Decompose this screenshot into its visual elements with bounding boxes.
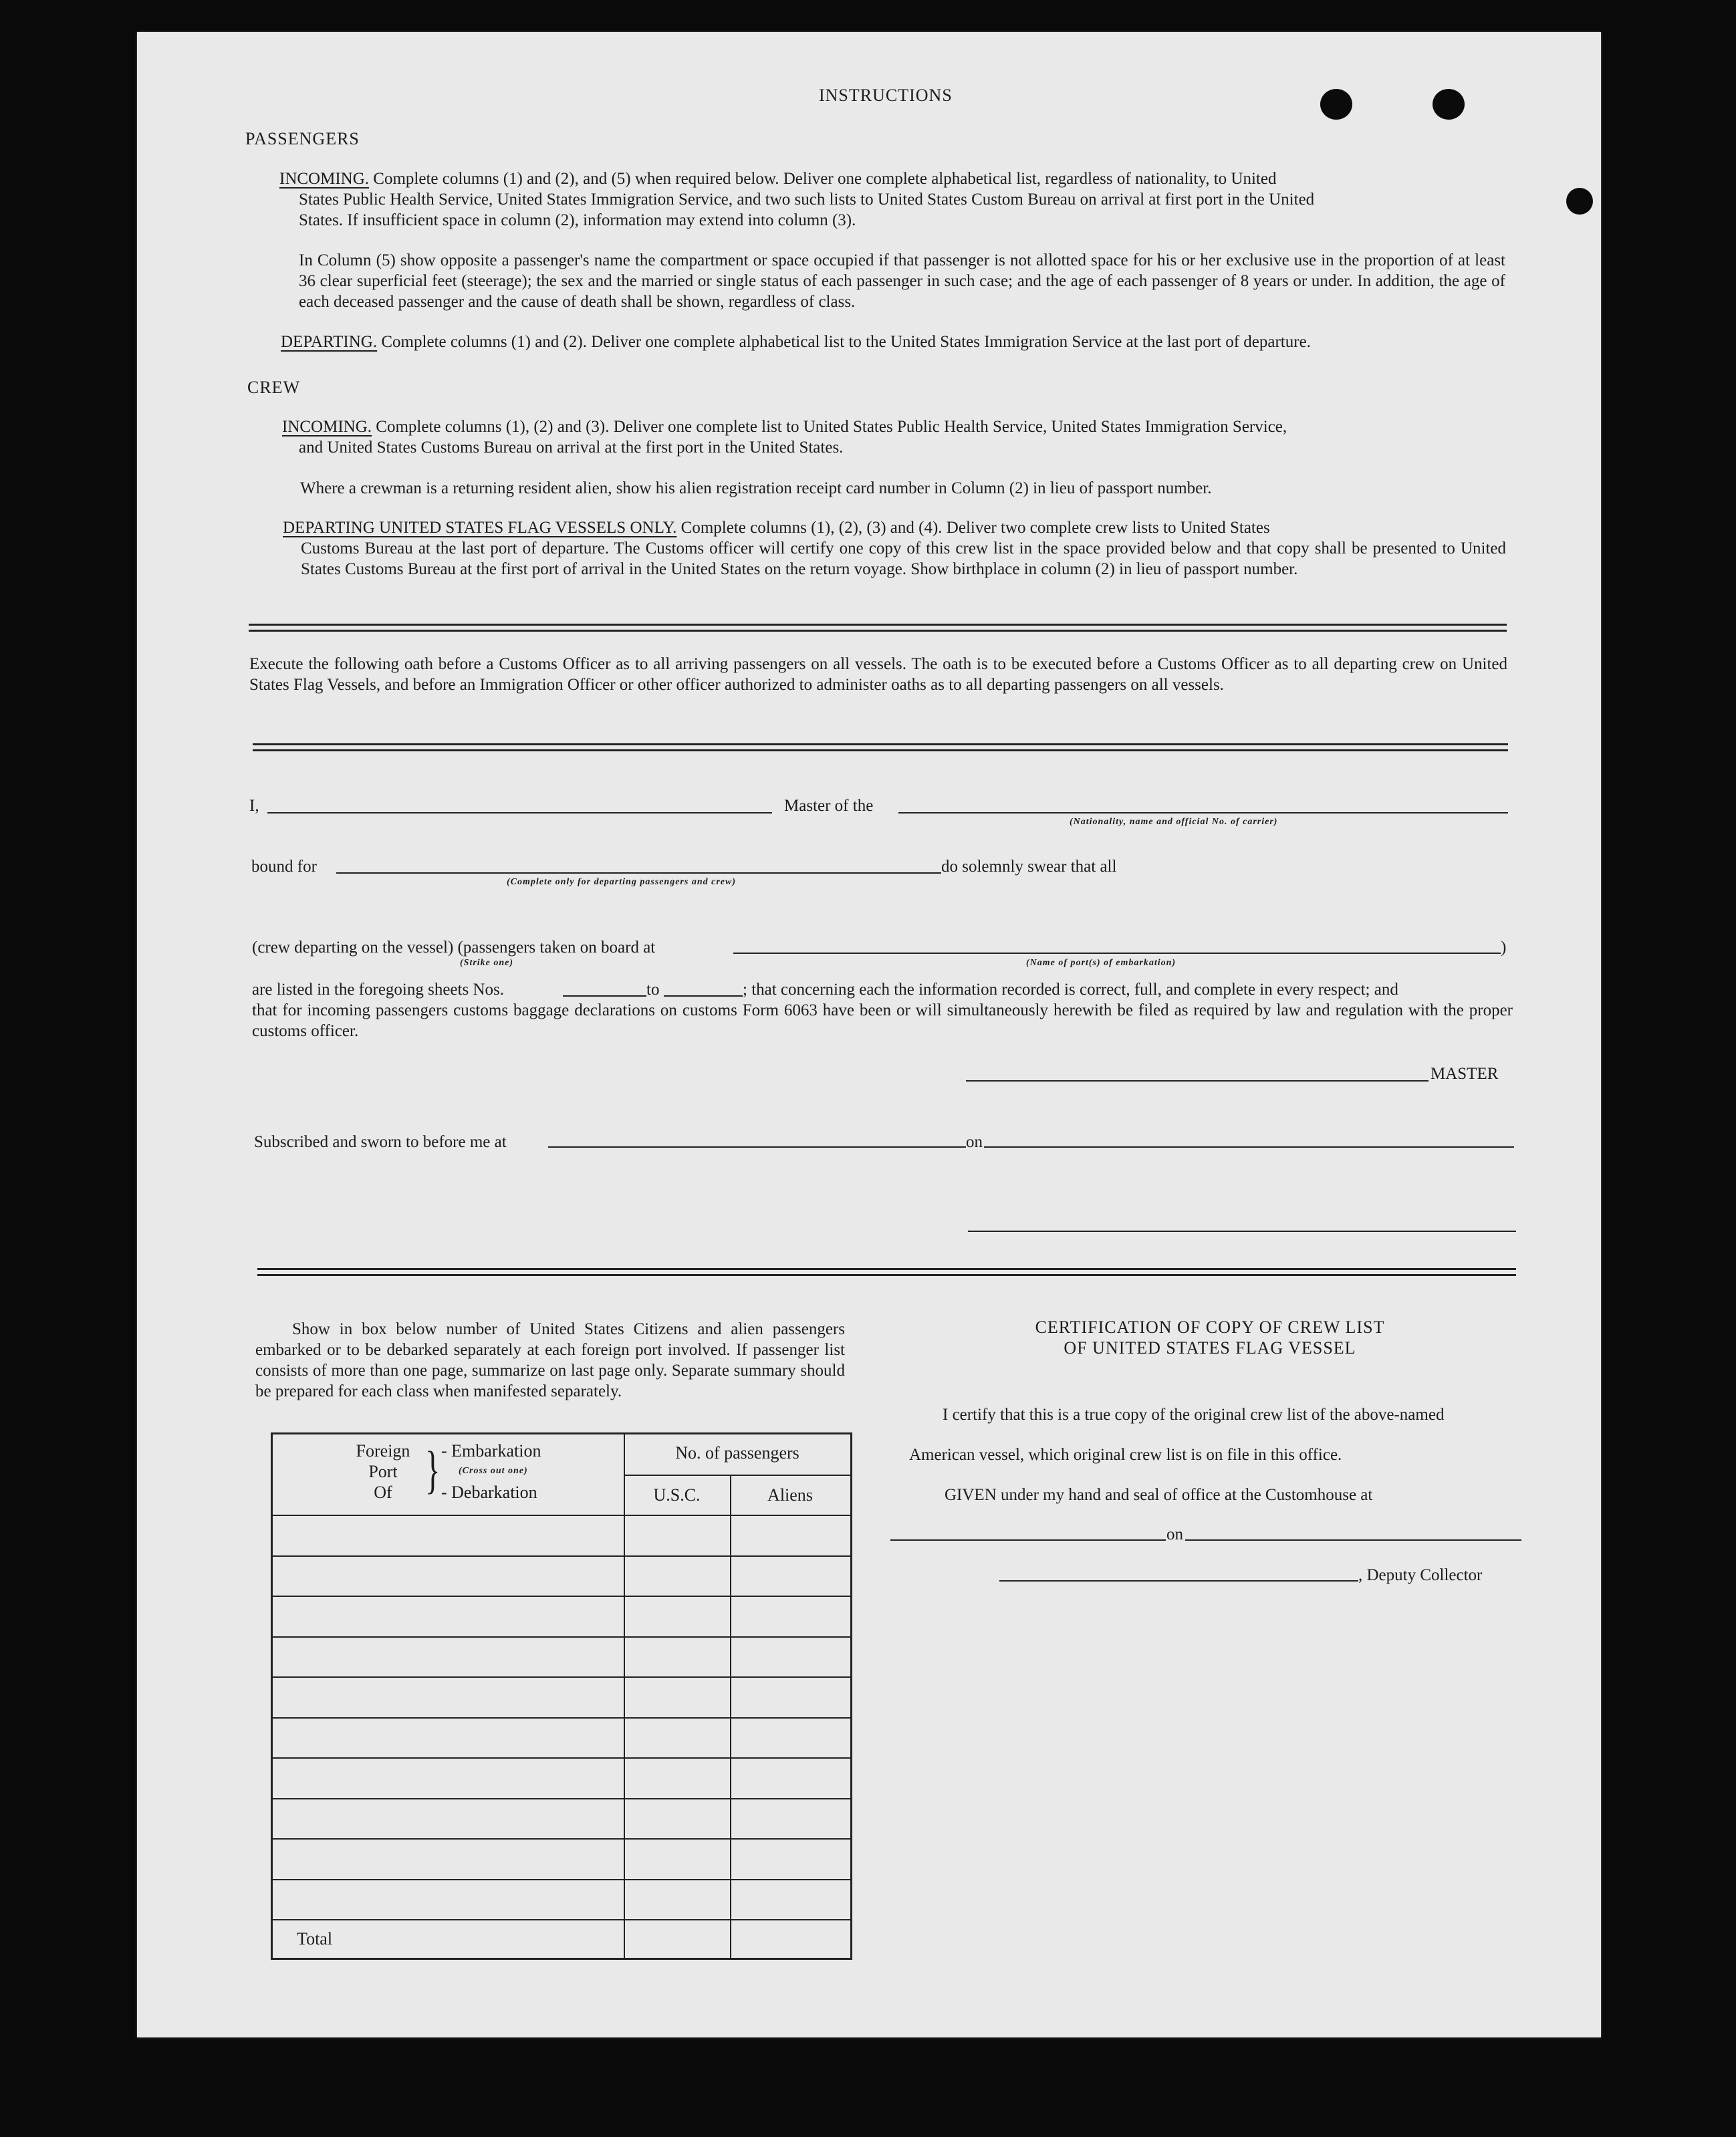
passengers-departing xyxy=(281,332,1507,352)
subscribed-label: Subscribed and sworn to before me at xyxy=(254,1133,507,1151)
table-row-divider xyxy=(273,1636,850,1638)
bound-caption: (Complete only for departing passengers and crew) xyxy=(507,877,736,887)
bound-for-line[interactable] xyxy=(336,872,941,874)
to-label: to xyxy=(646,981,660,999)
oath-i-label: I, xyxy=(249,797,259,815)
crew-passengers-label: (crew departing on the vessel) (passengers taken on board at xyxy=(252,938,656,957)
section-divider xyxy=(257,1268,1516,1276)
usc-header: U.S.C. xyxy=(653,1485,701,1505)
embarkation-port-line[interactable] xyxy=(733,953,1501,954)
deputy-collector-label: , Deputy Collector xyxy=(1358,1566,1483,1584)
table-row-divider xyxy=(273,1757,850,1759)
subscribed-place-line[interactable] xyxy=(548,1146,966,1148)
carrier-caption: (Nationality, name and official No. of carrier) xyxy=(1070,817,1278,827)
sheet-to-line[interactable] xyxy=(664,995,743,997)
crew-heading: CREW xyxy=(247,378,301,397)
table-row-divider xyxy=(273,1676,850,1678)
master-signature-line[interactable] xyxy=(966,1080,1429,1082)
table-row-divider xyxy=(273,1919,850,1920)
deputy-collector-line[interactable] xyxy=(999,1580,1358,1582)
certification-line-2: American vessel, which original crew list is on file in this office. xyxy=(909,1446,1342,1464)
crew-resident-paragraph: Where a crewman is a returning resident alien, show his alien registration receipt card number in Column (2) in lieu of passport number. xyxy=(300,479,1212,497)
column5-paragraph: In Column (5) show opposite a passenger's name the compartment or space occupied if that passenger is not allotted space for his or her exclusive use in the proportion of at least 36 clear superficial feet (steerage); the sex and the married or single status of each passenger in such case; and the age of each passenger of 8 years or under. In addition, the age of each deceased passenger and the cause of death shall be shown, regardless of class. xyxy=(299,251,1505,311)
punch-hole xyxy=(1320,89,1352,120)
listed-text-rest: ; that concerning each the information recorded is correct, full, and complete in every respect; and xyxy=(743,981,1398,999)
listed-text-2: that for incoming passengers customs baggage declarations on customs Form 6063 have been or will simultaneously herewith be filed as required by law and regulation with the proper customs officer. xyxy=(252,1001,1513,1040)
crew-incoming-line-2: and United States Customs Bureau on arrival at the first port in the United States. xyxy=(299,438,844,457)
passenger-summary-table xyxy=(271,1432,852,1960)
crew-departing-text: Complete columns (1), (2), (3) and (4). Deliver two complete crew lists to United States xyxy=(680,519,1270,537)
subscribed-date-line[interactable] xyxy=(984,1146,1514,1148)
passengers-incoming-label: INCOMING. xyxy=(279,170,370,188)
table-row-divider xyxy=(273,1515,850,1516)
punch-hole xyxy=(1566,188,1593,215)
master-of-label: Master of the xyxy=(784,797,874,815)
crew-incoming-text: Complete columns (1), (2) and (3). Deliver one complete list to United States Public Health Service, United States Immigration Service, xyxy=(376,418,1287,436)
certification-date-line[interactable] xyxy=(1185,1539,1521,1541)
swear-label: do solemnly swear that all xyxy=(941,858,1117,876)
carrier-line[interactable] xyxy=(898,812,1508,813)
of-label: Of xyxy=(374,1483,392,1502)
subscribed-on-label: on xyxy=(966,1133,983,1151)
crew-departing-line-1 xyxy=(283,517,1506,538)
bound-for-label: bound for xyxy=(251,858,317,876)
certification-title-1: CERTIFICATION OF COPY OF CREW LIST xyxy=(1035,1317,1385,1337)
table-row-divider xyxy=(624,1475,850,1476)
cross-out-caption: (Cross out one) xyxy=(459,1466,528,1476)
table-row-divider xyxy=(273,1596,850,1597)
master-name-line[interactable] xyxy=(267,812,772,813)
master-label: MASTER xyxy=(1431,1065,1499,1083)
crew-incoming-line-1 xyxy=(282,416,1507,437)
port-caption: (Name of port(s) of embarkation) xyxy=(1026,958,1176,968)
officer-signature-line[interactable] xyxy=(968,1231,1516,1232)
embarkation-label: - Embarkation xyxy=(441,1441,541,1461)
table-row-divider xyxy=(273,1798,850,1799)
crew-departing-line-2: Customs Bureau at the last port of departure. The Customs officer will certify one copy of this crew list in the space provided below and that copy shall be presented to United States Customs Bureau at the first port of arrival in the United States on the return voyage. Show birthplace in column (2) in lieu of passport number. xyxy=(301,539,1506,578)
certification-on-label: on xyxy=(1166,1525,1183,1543)
aliens-header: Aliens xyxy=(767,1485,813,1505)
passengers-incoming-line-3: States. If insufficient space in column (2), information may extend into column (3). xyxy=(299,211,856,229)
certification-line-3: GIVEN under my hand and seal of office at the Customhouse at xyxy=(945,1486,1373,1504)
listed-label: are listed in the foregoing sheets Nos. xyxy=(252,981,504,999)
section-divider xyxy=(249,624,1507,632)
strike-caption: (Strike one) xyxy=(460,958,514,968)
certification-line-1: I certify that this is a true copy of the original crew list of the above-named xyxy=(943,1406,1445,1424)
total-label: Total xyxy=(297,1929,333,1949)
passengers-departing-text: Complete columns (1) and (2). Deliver one complete alphabetical list to the United States Immigration Service at the last port of departure. xyxy=(381,333,1311,351)
certification-title-2: OF UNITED STATES FLAG VESSEL xyxy=(1064,1338,1356,1358)
table-row-divider xyxy=(273,1555,850,1557)
debarkation-label: - Debarkation xyxy=(441,1483,537,1502)
port-label: Port xyxy=(368,1462,398,1481)
summary-instructions: Show in box below number of United States Citizens and alien passengers embarked or to be debarked separately at each foreign port involved. If passenger list consists of more than one page, summarize on last page only. Separate summary should be prepared for each class when manifested separately. xyxy=(255,1320,845,1400)
crew-departing-label: DEPARTING UNITED STATES FLAG VESSELS ONLY. xyxy=(283,519,677,537)
brace-icon: } xyxy=(425,1440,441,1499)
close-paren: ) xyxy=(1501,938,1507,957)
passengers-incoming-text: Complete columns (1) and (2), and (5) when required below. Deliver one complete alphabetical list, regardless of nationality, to United xyxy=(373,170,1277,188)
passengers-header: No. of passengers xyxy=(675,1443,799,1463)
customhouse-line[interactable] xyxy=(890,1539,1166,1541)
passengers-departing-label: DEPARTING. xyxy=(281,333,378,351)
table-row-divider xyxy=(273,1879,850,1880)
section-divider xyxy=(253,743,1508,751)
page-title: INSTRUCTIONS xyxy=(819,86,953,105)
passengers-incoming-line-2: States Public Health Service, United States Immigration Service, and two such lists to United States Custom Bureau on arrival at first port in the United xyxy=(299,191,1315,209)
foreign-label: Foreign xyxy=(356,1441,410,1461)
table-row-divider xyxy=(273,1838,850,1840)
crew-incoming-label: INCOMING. xyxy=(282,418,372,436)
passengers-incoming-line-1 xyxy=(279,168,1503,189)
punch-hole xyxy=(1433,89,1465,120)
table-row-divider xyxy=(273,1717,850,1719)
oath-instructions: Execute the following oath before a Customs Officer as to all arriving passengers on all vessels. The oath is to be executed before a Customs Officer as to all departing crew on United States Flag Vessels, and before an Immigration Officer or other officer authorized to administer oaths as to all departing passengers on all vessels. xyxy=(249,655,1507,694)
sheet-from-line[interactable] xyxy=(563,995,646,997)
passengers-heading: PASSENGERS xyxy=(245,129,360,148)
table-col-divider xyxy=(730,1475,731,1958)
